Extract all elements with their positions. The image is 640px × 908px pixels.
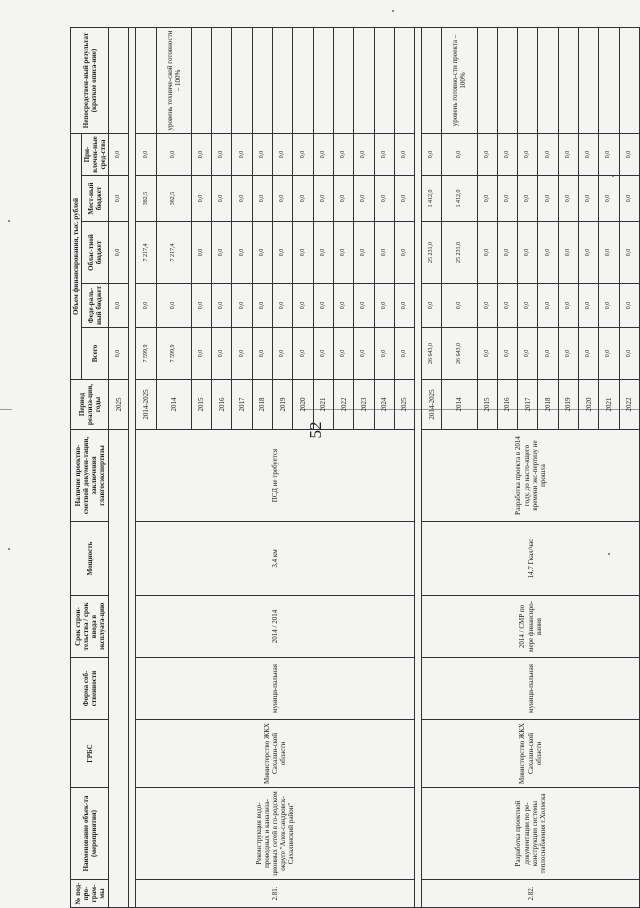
funding-federal-cell: 0,0 <box>252 284 272 328</box>
period-cell: 2015 <box>191 380 211 430</box>
result-cell <box>538 28 558 134</box>
header-num: № под-про-грам-мы <box>71 880 109 908</box>
funding-local-cell: 0,0 <box>374 176 394 222</box>
funding-other-cell: 0,0 <box>212 134 232 176</box>
funding-local-cell: 0,0 <box>394 176 414 222</box>
funding-federal-cell: 0,0 <box>293 284 313 328</box>
project-ownership: муници-пальная <box>422 658 640 720</box>
result-cell <box>109 28 129 134</box>
funding-regional-cell: 0,0 <box>333 222 353 284</box>
funding-local-cell: 0,0 <box>252 176 272 222</box>
funding-federal-cell: 0,0 <box>497 284 517 328</box>
header-funding-group: Объем финансирования, тыс. рублей <box>71 134 82 380</box>
result-cell <box>293 28 313 134</box>
funding-federal-cell: 0,0 <box>619 284 639 328</box>
funding-total-cell: 0,0 <box>477 328 497 380</box>
funding-local-cell: 0,0 <box>497 176 517 222</box>
funding-federal-cell: 0,0 <box>558 284 578 328</box>
result-cell <box>599 28 619 134</box>
funding-regional-cell: 0,0 <box>191 222 211 284</box>
project-name: Разработка проектной документации по ре-конструкции системы теплоснабжения г.Холмска <box>422 788 640 880</box>
funding-other-cell: 0,0 <box>518 134 538 176</box>
result-cell <box>333 28 353 134</box>
separator-row <box>129 28 136 908</box>
funding-total-cell: 0,0 <box>518 328 538 380</box>
project-psd: ПСД не требуется <box>136 430 415 522</box>
funding-local-cell: 0,0 <box>212 176 232 222</box>
period-cell: 2021 <box>599 380 619 430</box>
funding-local-cell: 0,0 <box>232 176 252 222</box>
financing-table <box>70 27 640 908</box>
project-id: 2.82. <box>422 880 640 908</box>
funding-other-cell: 0,0 <box>354 134 374 176</box>
funding-other-cell: 0,0 <box>252 134 272 176</box>
funding-regional-cell: 0,0 <box>232 222 252 284</box>
funding-regional-cell: 25 231,0 <box>442 222 477 284</box>
funding-total-cell: 0,0 <box>313 328 333 380</box>
header-grbs: ГРБС <box>71 720 109 788</box>
funding-total-cell: 0,0 <box>232 328 252 380</box>
separator-row <box>415 28 422 908</box>
funding-local-cell: 0,0 <box>313 176 333 222</box>
rotated-table-wrapper <box>70 28 640 908</box>
funding-total-cell: 26 643,0 <box>442 328 477 380</box>
funding-total-cell: 26 643,0 <box>422 328 442 380</box>
funding-regional-cell: 0,0 <box>252 222 272 284</box>
funding-local-cell: 382,5 <box>156 176 191 222</box>
header-row <box>71 28 82 908</box>
funding-regional-cell: 0,0 <box>599 222 619 284</box>
funding-federal-cell: 0,0 <box>212 284 232 328</box>
funding-local-cell: 0,0 <box>578 176 598 222</box>
period-cell: 2022 <box>333 380 353 430</box>
result-cell <box>273 28 293 134</box>
funding-regional-cell: 0,0 <box>109 222 129 284</box>
funding-other-cell: 0,0 <box>374 134 394 176</box>
funding-federal-cell: 0,0 <box>191 284 211 328</box>
funding-total-cell: 0,0 <box>109 328 129 380</box>
funding-federal-cell: 0,0 <box>232 284 252 328</box>
result-cell <box>477 28 497 134</box>
funding-local-cell: 0,0 <box>619 176 639 222</box>
period-cell: 2018 <box>538 380 558 430</box>
scan-speck <box>392 10 394 12</box>
funding-local-cell: 1 412,0 <box>442 176 477 222</box>
header-regional: Облас-тной бюджет <box>82 222 109 284</box>
funding-local-cell: 0,0 <box>333 176 353 222</box>
funding-total-cell: 7 599,9 <box>156 328 191 380</box>
funding-local-cell: 0,0 <box>109 176 129 222</box>
result-cell <box>578 28 598 134</box>
funding-regional-cell: 0,0 <box>293 222 313 284</box>
funding-total-cell: 0,0 <box>191 328 211 380</box>
header-period: Период реализа-ции, годы <box>71 380 109 430</box>
funding-other-cell: 0,0 <box>442 134 477 176</box>
funding-total-cell: 0,0 <box>558 328 578 380</box>
header-psd: Наличие проектно-сметной докумен-тации, заключения главгосэкспертизы <box>71 430 109 522</box>
funding-total-cell: 0,0 <box>273 328 293 380</box>
header-capacity: Мощность <box>71 522 109 596</box>
funding-total-cell: 0,0 <box>333 328 353 380</box>
funding-total-cell: 0,0 <box>354 328 374 380</box>
funding-total-cell: 0,0 <box>252 328 272 380</box>
funding-total-cell: 0,0 <box>374 328 394 380</box>
funding-other-cell: 0,0 <box>477 134 497 176</box>
funding-total-cell: 0,0 <box>212 328 232 380</box>
funding-other-cell: 0,0 <box>578 134 598 176</box>
project-capacity: 14,7 Гкал/час <box>422 522 640 596</box>
funding-regional-cell: 0,0 <box>477 222 497 284</box>
funding-local-cell: 0,0 <box>538 176 558 222</box>
funding-regional-cell: 7 217,4 <box>136 222 156 284</box>
header-ownership: Форма соб-ственности <box>71 658 109 720</box>
result-cell <box>212 28 232 134</box>
separator-cell <box>129 28 136 908</box>
funding-regional-cell: 0,0 <box>313 222 333 284</box>
table-row <box>136 28 156 908</box>
funding-federal-cell: 0,0 <box>538 284 558 328</box>
result-cell <box>518 28 538 134</box>
funding-federal-cell: 0,0 <box>442 284 477 328</box>
funding-regional-cell: 0,0 <box>394 222 414 284</box>
funding-local-cell: 382,5 <box>136 176 156 222</box>
header-name: Наименование объек-та (мероприятия) <box>71 788 109 880</box>
period-cell: 2021 <box>313 380 333 430</box>
funding-federal-cell: 0,0 <box>136 284 156 328</box>
funding-total-cell: 0,0 <box>293 328 313 380</box>
funding-other-cell: 0,0 <box>394 134 414 176</box>
period-cell: 2018 <box>252 380 272 430</box>
table-row <box>109 28 129 908</box>
project-term: 2014 / 2014 <box>136 596 415 658</box>
period-cell: 2019 <box>558 380 578 430</box>
funding-other-cell: 0,0 <box>293 134 313 176</box>
scan-fold-mark <box>0 409 12 410</box>
funding-other-cell: 0,0 <box>422 134 442 176</box>
funding-total-cell: 0,0 <box>538 328 558 380</box>
funding-regional-cell: 0,0 <box>578 222 598 284</box>
period-cell: 2019 <box>273 380 293 430</box>
period-cell: 2022 <box>619 380 639 430</box>
funding-local-cell: 0,0 <box>518 176 538 222</box>
funding-federal-cell: 0,0 <box>422 284 442 328</box>
funding-total-cell: 0,0 <box>497 328 517 380</box>
page-number: 52 <box>306 421 325 439</box>
funding-other-cell: 0,0 <box>273 134 293 176</box>
period-cell: 2017 <box>232 380 252 430</box>
funding-other-cell: 0,0 <box>619 134 639 176</box>
funding-other-cell: 0,0 <box>558 134 578 176</box>
result-cell <box>558 28 578 134</box>
result-cell <box>394 28 414 134</box>
funding-total-cell: 0,0 <box>578 328 598 380</box>
project-id: 2.81. <box>136 880 415 908</box>
continuation-cell <box>109 430 129 908</box>
project-grbs: Министерство ЖКХ Сахалин-ской области <box>422 720 640 788</box>
funding-other-cell: 0,0 <box>156 134 191 176</box>
funding-federal-cell: 0,0 <box>273 284 293 328</box>
funding-local-cell: 0,0 <box>293 176 313 222</box>
header-other: При-влечен-ные сред-ства <box>82 134 109 176</box>
funding-total-cell: 7 599,9 <box>136 328 156 380</box>
funding-other-cell: 0,0 <box>232 134 252 176</box>
funding-regional-cell: 7 217,4 <box>156 222 191 284</box>
period-cell: 2023 <box>354 380 374 430</box>
period-cell: 2016 <box>212 380 232 430</box>
result-cell <box>232 28 252 134</box>
result-cell <box>136 28 156 134</box>
result-cell <box>191 28 211 134</box>
funding-local-cell: 0,0 <box>599 176 619 222</box>
period-cell: 2017 <box>518 380 538 430</box>
funding-local-cell: 1 412,0 <box>422 176 442 222</box>
result-cell <box>374 28 394 134</box>
funding-other-cell: 0,0 <box>109 134 129 176</box>
funding-total-cell: 0,0 <box>394 328 414 380</box>
result-cell <box>619 28 639 134</box>
period-cell: 2020 <box>578 380 598 430</box>
period-cell: 2016 <box>497 380 517 430</box>
result-cell: уровень техниче-ской готовности – 100% <box>156 28 191 134</box>
separator-cell <box>415 28 422 908</box>
period-cell: 2020 <box>293 380 313 430</box>
result-cell <box>354 28 374 134</box>
funding-other-cell: 0,0 <box>497 134 517 176</box>
funding-federal-cell: 0,0 <box>354 284 374 328</box>
funding-federal-cell: 0,0 <box>333 284 353 328</box>
scan-speck <box>8 220 10 222</box>
funding-regional-cell: 0,0 <box>354 222 374 284</box>
header-result: Непосредствен-ный результат (краткое описа-ние) <box>71 28 109 134</box>
funding-regional-cell: 0,0 <box>619 222 639 284</box>
funding-other-cell: 0,0 <box>191 134 211 176</box>
funding-regional-cell: 0,0 <box>374 222 394 284</box>
period-cell: 2024 <box>374 380 394 430</box>
period-cell: 2014 <box>156 380 191 430</box>
funding-local-cell: 0,0 <box>558 176 578 222</box>
result-cell: уровень готовно-сти проекта – 100% <box>442 28 477 134</box>
funding-local-cell: 0,0 <box>477 176 497 222</box>
header-total: Всего <box>82 328 109 380</box>
funding-other-cell: 0,0 <box>136 134 156 176</box>
funding-other-cell: 0,0 <box>538 134 558 176</box>
funding-regional-cell: 0,0 <box>273 222 293 284</box>
period-cell: 2015 <box>477 380 497 430</box>
funding-federal-cell: 0,0 <box>477 284 497 328</box>
result-cell <box>252 28 272 134</box>
project-grbs: Министерство ЖКХ Сахалин-ской области <box>136 720 415 788</box>
funding-regional-cell: 0,0 <box>212 222 232 284</box>
result-cell <box>422 28 442 134</box>
funding-federal-cell: 0,0 <box>156 284 191 328</box>
header-local: Мест-ный бюджет <box>82 176 109 222</box>
project-term: 2014 / СМР по мере финансиро-вания <box>422 596 640 658</box>
project-ownership: муници-пальная <box>136 658 415 720</box>
result-cell <box>497 28 517 134</box>
funding-total-cell: 0,0 <box>599 328 619 380</box>
period-cell: 2014 <box>442 380 477 430</box>
project-psd: Разработка проекта в 2014 году, до насто-ящего времени экс-пертизу не прошла <box>422 430 640 522</box>
funding-federal-cell: 0,0 <box>374 284 394 328</box>
funding-other-cell: 0,0 <box>599 134 619 176</box>
funding-regional-cell: 25 231,0 <box>422 222 442 284</box>
project-name: Реконструкция водо-проводных и канализа-ционных сетей в го-родском округе "Алек-сандровск-Сахалинский район" <box>136 788 415 880</box>
period-cell: 2014-2025 <box>422 380 442 430</box>
funding-local-cell: 0,0 <box>273 176 293 222</box>
scan-speck <box>8 548 10 550</box>
funding-federal-cell: 0,0 <box>599 284 619 328</box>
funding-regional-cell: 0,0 <box>538 222 558 284</box>
result-cell <box>313 28 333 134</box>
funding-federal-cell: 0,0 <box>109 284 129 328</box>
header-term: Срок строи-тельства / срок ввода в эксплуата-цию <box>71 596 109 658</box>
funding-federal-cell: 0,0 <box>518 284 538 328</box>
funding-other-cell: 0,0 <box>313 134 333 176</box>
funding-total-cell: 0,0 <box>619 328 639 380</box>
funding-local-cell: 0,0 <box>354 176 374 222</box>
funding-regional-cell: 0,0 <box>497 222 517 284</box>
funding-federal-cell: 0,0 <box>394 284 414 328</box>
funding-federal-cell: 0,0 <box>313 284 333 328</box>
project-capacity: 3,4 км <box>136 522 415 596</box>
table-row <box>422 28 442 908</box>
funding-local-cell: 0,0 <box>191 176 211 222</box>
funding-other-cell: 0,0 <box>333 134 353 176</box>
header-federal: Феде-раль-ный бюджет <box>82 284 109 328</box>
funding-federal-cell: 0,0 <box>578 284 598 328</box>
period-cell: 2014-2025 <box>136 380 156 430</box>
period-cell: 2025 <box>394 380 414 430</box>
funding-regional-cell: 0,0 <box>558 222 578 284</box>
funding-regional-cell: 0,0 <box>518 222 538 284</box>
period-cell: 2025 <box>109 380 129 430</box>
